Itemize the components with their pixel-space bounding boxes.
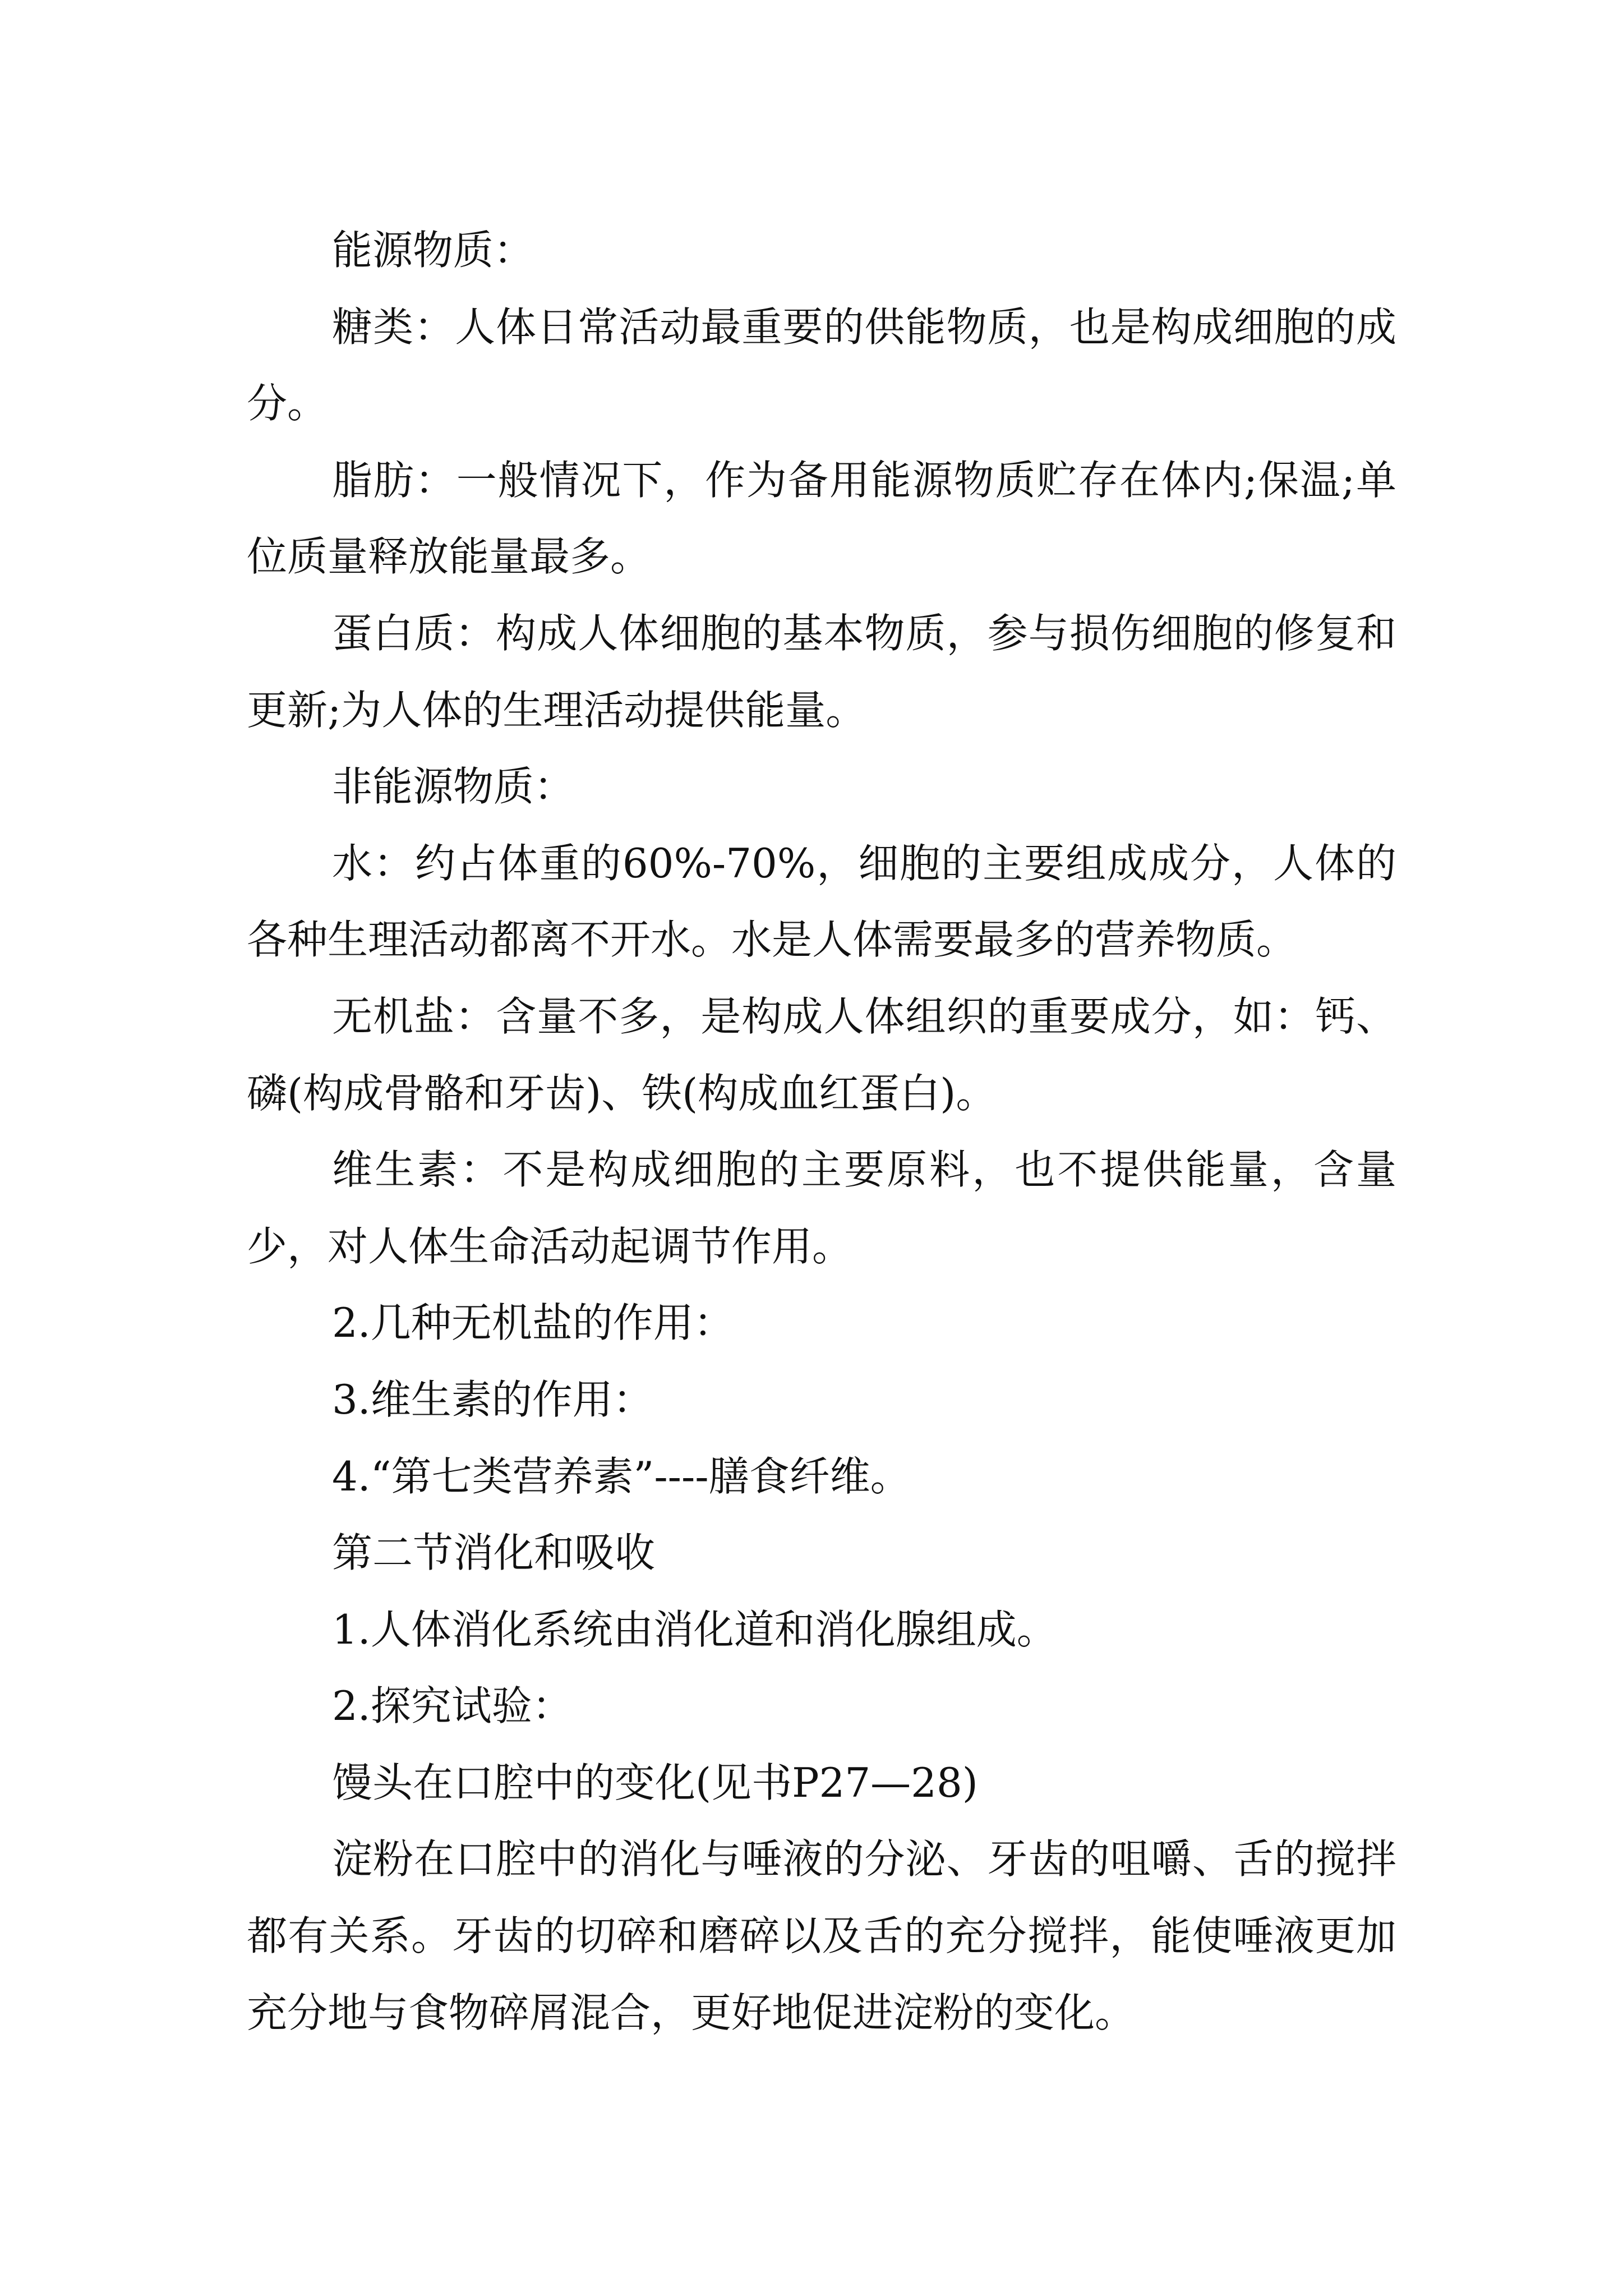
paragraph-starch-digestion: 淀粉在口腔中的消化与唾液的分泌、牙齿的咀嚼、舌的搅拌都有关系。牙齿的切碎和磨碎以及舌的充分搅拌，能使唾液更加充分地与食物碎屑混合，更好地促进淀粉的变化。	[247, 1835, 1396, 2036]
paragraph-dietary-fiber: 4.“第七类营养素”----膳食纤维。	[332, 1452, 911, 1500]
paragraph-mineral-functions: 2.几种无机盐的作用：	[332, 1299, 734, 1347]
paragraph-vitamins: 维生素：不是构成细胞的主要原料，也不提供能量，含量少，对人体生命活动起调节作用。	[247, 1146, 1396, 1270]
paragraph-minerals: 无机盐：含量不多，是构成人体组织的重要成分，如：钙、磷(构成骨骼和牙齿)、铁(构成血红蛋白)。	[247, 992, 1396, 1117]
paragraph-fat: 脂肪：一般情况下，作为备用能源物质贮存在体内;保温;单位质量释放能量最多。	[247, 456, 1396, 581]
section-heading-digestion: 第二节消化和吸收	[332, 1529, 656, 1577]
paragraph-vitamin-functions: 3.维生素的作用：	[332, 1375, 653, 1423]
paragraph-protein: 蛋白质：构成人体细胞的基本物质，参与损伤细胞的修复和更新;为人体的生理活动提供能量。	[247, 609, 1396, 734]
paragraph-carbohydrates: 糖类：人体日常活动最重要的供能物质，也是构成细胞的成分。	[247, 303, 1396, 427]
paragraph-bread-change: 馒头在口腔中的变化(见书P27—28)	[332, 1759, 978, 1806]
document-body	[247, 212, 1396, 2051]
paragraph-experiment: 2.探究试验：	[332, 1682, 573, 1730]
paragraph-digestive-system: 1.人体消化系统由消化道和消化腺组成。	[332, 1605, 1057, 1653]
paragraph-energy-substances: 能源物质：	[332, 227, 534, 274]
paragraph-water: 水：约占体重的60%-70%，细胞的主要组成成分，人体的各种生理活动都离不开水。水是人体需要最多的营养物质。	[247, 839, 1396, 964]
paragraph-non-energy-substances: 非能源物质：	[332, 763, 575, 811]
